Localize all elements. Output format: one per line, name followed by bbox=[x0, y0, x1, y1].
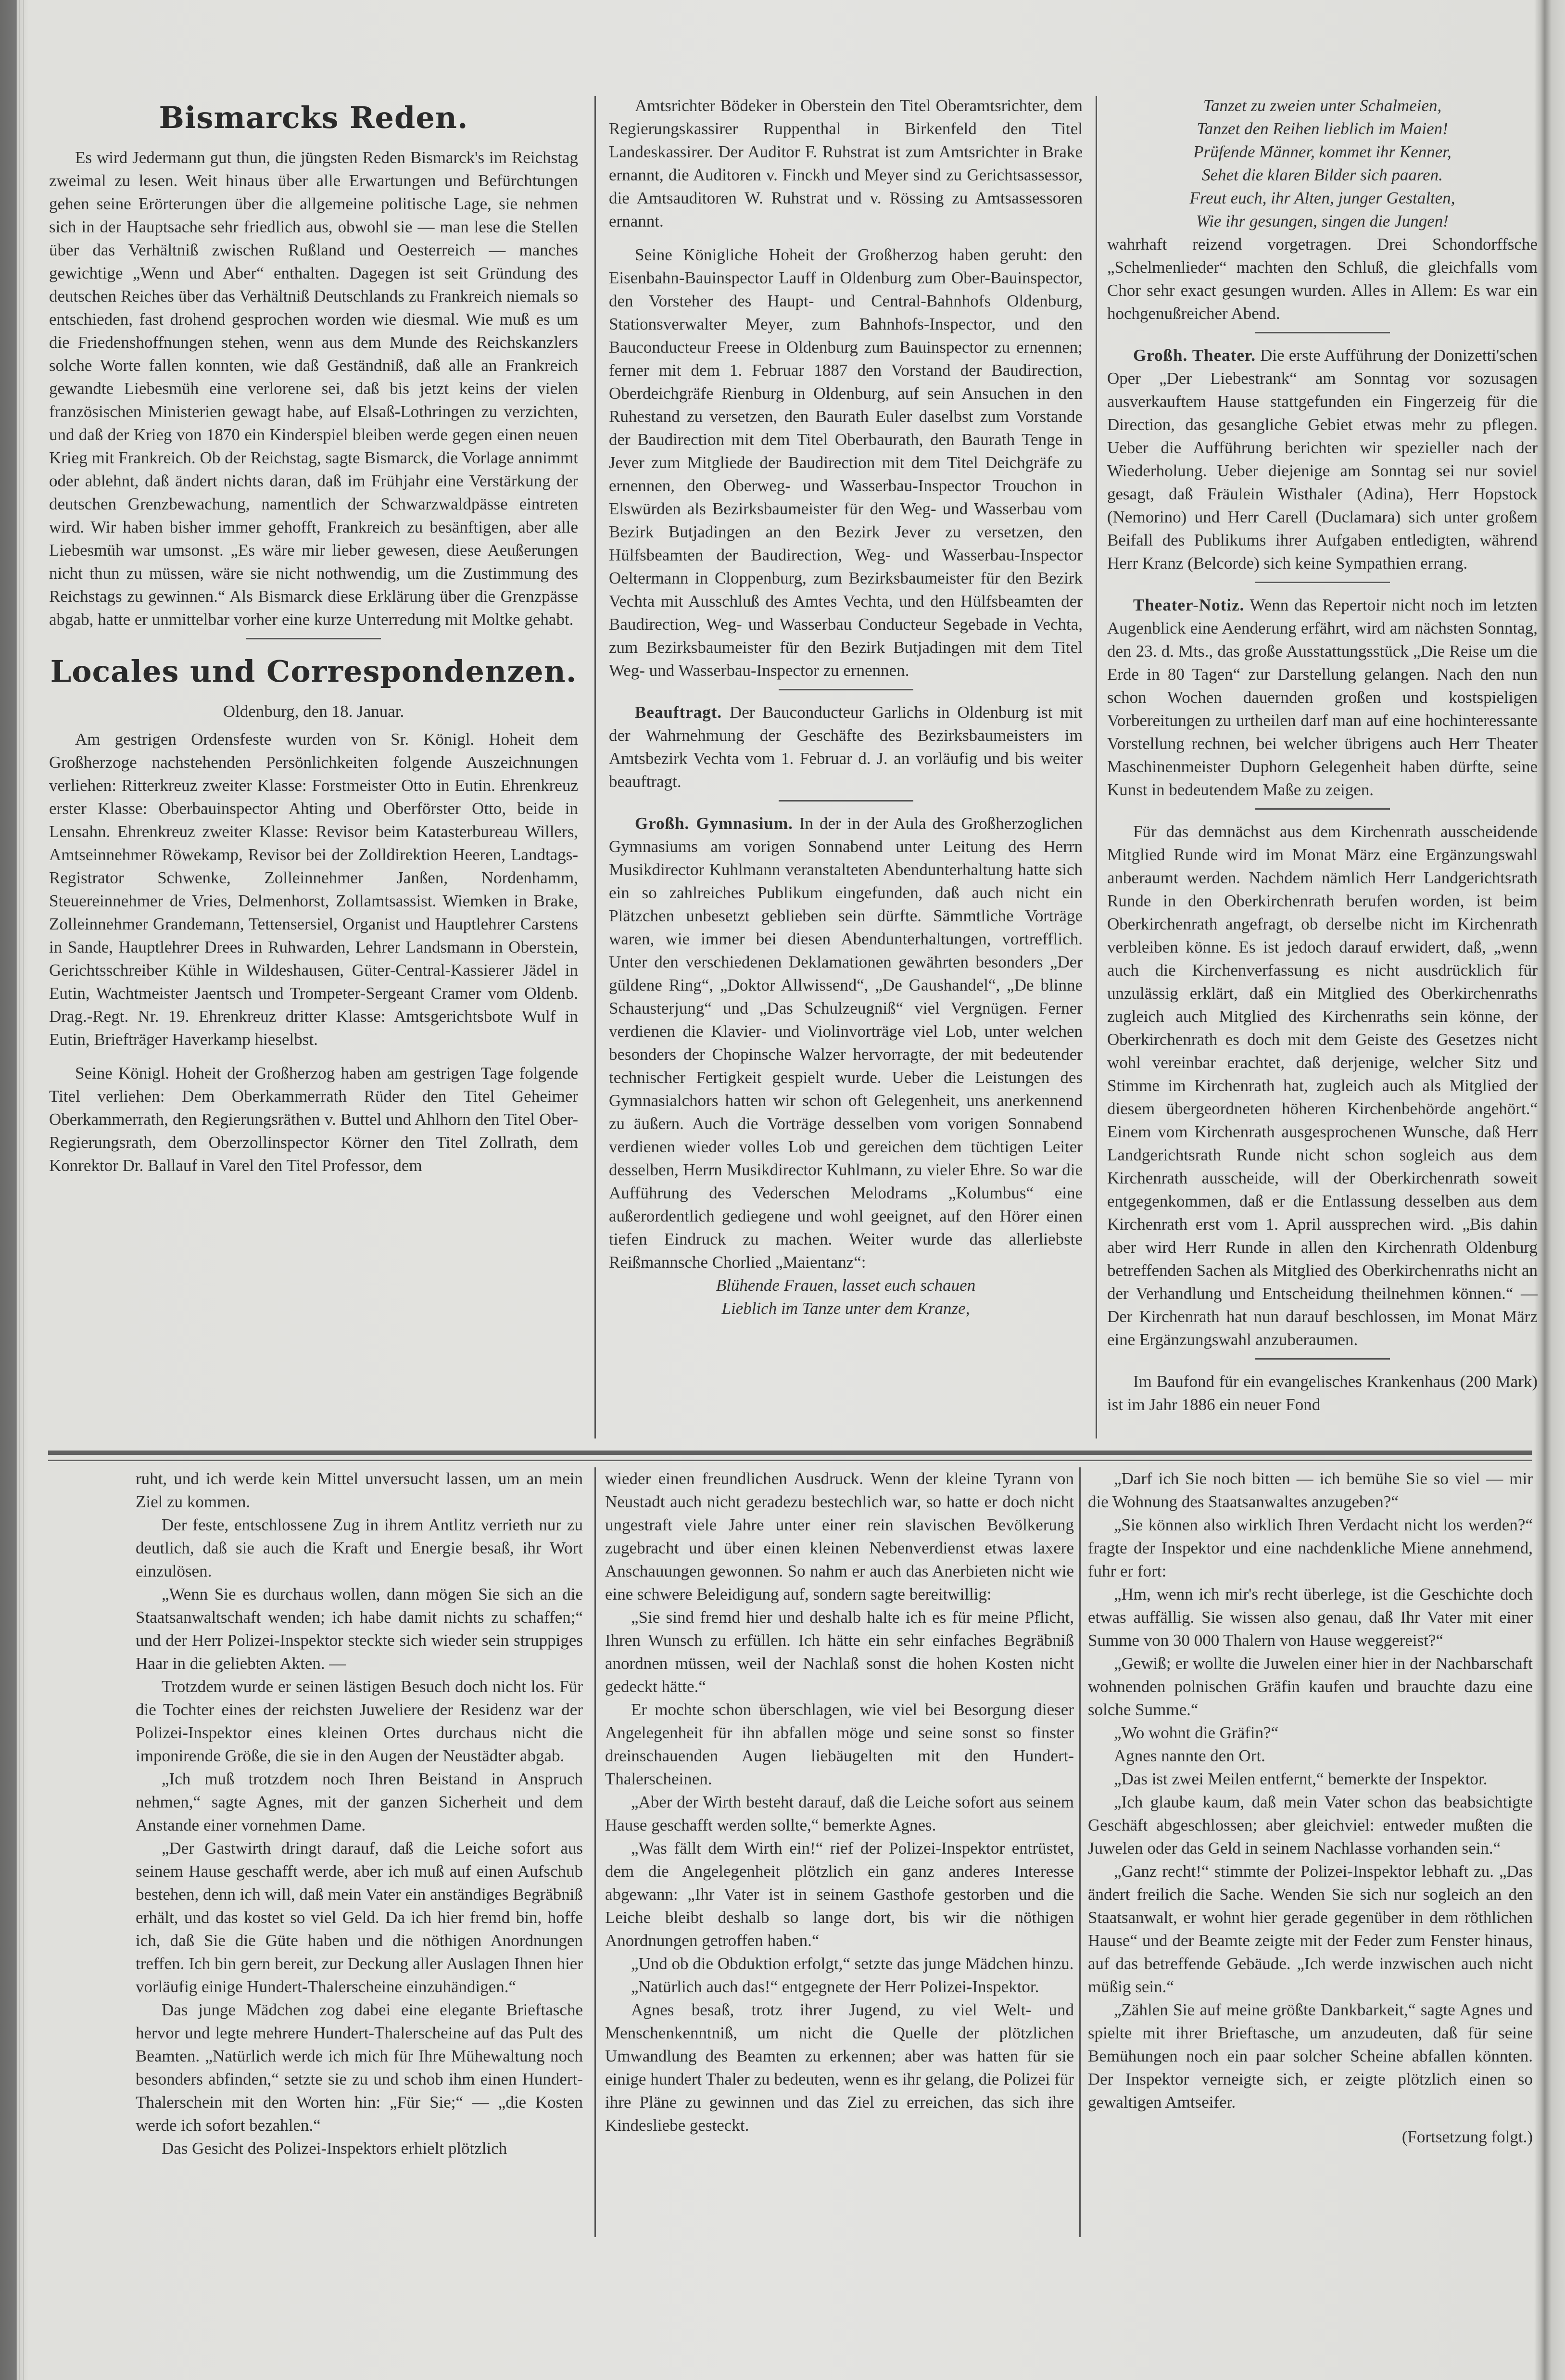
verse-line: Tanzet den Reihen lieblich im Maien! bbox=[1197, 119, 1448, 138]
article-paragraph bbox=[609, 812, 1083, 1274]
top-column-1 bbox=[49, 91, 578, 1177]
column-divider bbox=[1079, 1467, 1081, 2237]
column-divider bbox=[594, 1467, 596, 2237]
top-column-2 bbox=[609, 94, 1083, 1320]
article-paragraph bbox=[1088, 2125, 1533, 2149]
article-paragraph bbox=[1088, 1860, 1533, 1998]
verse-line: Wie ihr gesungen, singen die Jungen! bbox=[1196, 212, 1449, 230]
article-paragraph bbox=[1088, 1768, 1533, 1791]
article-paragraph bbox=[609, 701, 1083, 793]
paragraph-text: Agnes besaß, trotz ihrer Jugend, zu viel Welt- und Menschenkenntniß, um nicht die Quelle der plötzlichen Umwandlung des Beamten zu erkennen; aber was hatten für sie einige hundert Thaler zu bedeuten, wenn es ihr gelang, die Polizei für ihre Pläne zu gewinnen und das Ziel zu erreichen, das sich ihre Kindesliebe gesteckt. bbox=[605, 2000, 1074, 2135]
paragraph-text: „Sie können also wirklich Ihren Verdacht nicht los werden?“ fragte der Inspektor und eine nachdenkliche Miene annehmend, fuhr er fort: bbox=[1088, 1515, 1533, 1580]
article-paragraph bbox=[136, 1998, 583, 2137]
article-lead-heading: Großh. Gymnasium. bbox=[635, 814, 793, 833]
article-lead-heading: Theater-Notiz. bbox=[1133, 596, 1245, 614]
paragraph-text: Amtsrichter Bödeker in Oberstein den Titel Oberamtsrichter, dem Regierungskassirer Ruppenthal in Birkenfeld den Titel Landeskassirer. Der Auditor F. Ruhstrat ist zum Amtsrichter in Brake ernannt, die Auditoren v. Finckh und Meyer sind zu Gerichtsassessor, die Amtsauditoren W. Ruhstrat und v. Rössing zu Amtsassessoren ernannt. bbox=[609, 96, 1083, 230]
article-paragraph bbox=[136, 1837, 583, 1998]
feuilleton-column-2 bbox=[605, 1467, 1074, 2137]
article-paragraph bbox=[1088, 1791, 1533, 1860]
article-paragraph bbox=[49, 146, 578, 631]
article-paragraph bbox=[605, 1791, 1074, 1837]
article-headline: Locales und Correspondenzen. bbox=[50, 654, 577, 689]
paragraph-text: Er mochte schon überschlagen, wie viel bei Besorgung dieser Angelegenheit für ihn abfallen möge und seine sonst so finster dreinschauenden Augen liebäugelten mit den Hundert-Thalerscheinen. bbox=[605, 1700, 1074, 1788]
section-divider bbox=[48, 1451, 1532, 1461]
top-column-3 bbox=[1107, 94, 1538, 1416]
article-headline: Bismarcks Reden. bbox=[159, 100, 468, 135]
verse-line: Freut euch, ihr Alten, junger Gestalten, bbox=[1189, 189, 1455, 207]
article-paragraph bbox=[136, 1467, 583, 1514]
adjacent-page-edge bbox=[1552, 0, 1565, 2380]
paragraph-text: „Der Gastwirth dringt darauf, daß die Leiche sofort aus seinem Hause geschafft werde, aber ich muß auf einen Aufschub bestehen, denn ich will, daß mein Vater ein anständiges Begräbniß erhält, und das kostet so viel Geld. Da ich hier fremd bin, hoffe ich, daß Sie die Güte haben und die nöthigen Anordnungen treffen. Ich bin gern bereit, zur Deckung aller Auslagen Ihnen hier vorläufig einige Hundert-Thalerscheine einzuhändigen.“ bbox=[136, 1839, 583, 1996]
feuilleton-column-1 bbox=[136, 1467, 583, 2160]
article-paragraph bbox=[1088, 1721, 1533, 1744]
paragraph-text: „Wo wohnt die Gräfin?“ bbox=[1114, 1723, 1279, 1742]
article-paragraph bbox=[136, 2137, 583, 2160]
paragraph-text: (Fortsetzung folgt.) bbox=[1401, 2127, 1533, 2146]
paragraph-text: Das Gesicht des Polizei-Inspektors erhielt plötzlich bbox=[162, 2139, 507, 2158]
article-paragraph bbox=[1088, 1998, 1533, 2114]
paragraph-text: „Gewiß; er wollte die Juwelen einer hier in der Nachbarschaft wohnenden polnischen Gräfin kaufen und brauchte dazu eine solche Summe.“ bbox=[1088, 1654, 1533, 1719]
paragraph-text: „Das ist zwei Meilen entfernt,“ bemerkte der Inspektor. bbox=[1114, 1769, 1488, 1788]
article-paragraph bbox=[605, 1952, 1074, 1975]
article-paragraph bbox=[1107, 820, 1538, 1351]
article-paragraph bbox=[136, 1514, 583, 1583]
article-paragraph bbox=[605, 1975, 1074, 1998]
article-separator bbox=[779, 800, 913, 802]
article-separator bbox=[1255, 808, 1390, 810]
article-paragraph bbox=[49, 728, 578, 1051]
article-lead-heading: Beauftragt. bbox=[635, 703, 722, 722]
article-paragraph bbox=[49, 1062, 578, 1177]
article-paragraph bbox=[1088, 1514, 1533, 1583]
column-divider bbox=[594, 96, 596, 1438]
paragraph-text: Am gestrigen Ordensfeste wurden von Sr. Königl. Hoheit dem Großherzoge nachstehenden Persönlichkeiten folgende Auszeichnungen verliehen: Ritterkreuz zweiter Klasse: Forstmeister Otto in Eutin. Ehrenkreuz erster Klasse: Oberbauinspector Ahting und Oberförster Otto, beide in Lensahn. Ehrenkreuz zweiter Klasse: Revisor beim Katasterbureau Willers, Amtseinnehmer Röwekamp, Revisor bei der Zolldirektion Heeren, Landtags-Registrator Schwenke, Zolleinnehmer Janßen, Nordenhamm, Steuereinnehmer de Vries, Delmenhorst, Zollamtsassist. Wiemken in Brake, Zolleinnehmer Grandemann, Tettensersiel, Organist und Hauptlehrer Carstens in Sande, Hauptlehrer Drees in Ruhwarden, Lehrer Landsmann in Oberstein, Gerichtsschreiber Kühle in Wildeshausen, Güter-Central-Kassierer Jädel in Eutin, Wachtmeister Jaentsch und Trompeter-Sergeant Cramer vom Oldenb. Drag.-Regt. Nr. 19. Ehrenkreuz dritter Klasse: Amtsgerichtsbote Wulf in Eutin, Briefträger Haverkamp hieselbst. bbox=[49, 730, 578, 1049]
article-paragraph bbox=[136, 1768, 583, 1837]
verse-line: Blühende Frauen, lasset euch schauen bbox=[716, 1276, 976, 1295]
paragraph-text: „Ganz recht!“ stimmte der Polizei-Inspektor lebhaft zu. „Das ändert freilich die Sache. Wenden Sie sich nur sogleich an den Staatsanwalt, er wohnt hier gerade gegenüber in dem röthlichen Hause“ und der Beamte zeigte mit der Feder zum Fenster hinaus, auf das betreffende Gebäude. „Ich werde inzwischen auch nicht müßig sein.“ bbox=[1088, 1862, 1533, 1996]
paragraph-text: „Ich glaube kaum, daß mein Vater schon das beabsichtigte Geschäft abgeschlossen; aber gleichviel: entweder mußten die Juwelen oder das Geld in seinem Nachlasse vorhanden sein.“ bbox=[1088, 1793, 1533, 1858]
paragraph-text: ruht, und ich werde kein Mittel unversucht lassen, um an mein Ziel zu kommen. bbox=[136, 1469, 583, 1511]
article-paragraph bbox=[605, 1998, 1074, 2137]
paragraph-text: Das junge Mädchen zog dabei eine elegante Brieftasche hervor und legte mehrere Hundert-Thalerscheine auf das Pult des Beamten. „Natürlich werde ich mich für Ihre Mühewaltung noch besonders abfinden,“ setzte sie zu und schob ihm einen Hundert-Thalerschein mit den Worten hin: „Für Sie;“ — „die Kosten werde ich sofort bezahlen.“ bbox=[136, 2000, 583, 2135]
article-paragraph bbox=[605, 1837, 1074, 1952]
verse-line: Prüfende Männer, kommet ihr Kenner, bbox=[1193, 142, 1451, 161]
paragraph-text: Der feste, entschlossene Zug in ihrem Antlitz verrieth nur zu deutlich, daß sie auch die Kraft und Energie besaß, ihr Wort einzulösen. bbox=[136, 1515, 583, 1580]
article-paragraph bbox=[136, 1675, 583, 1768]
article-paragraph bbox=[136, 1583, 583, 1675]
paragraph-text: Seine Königl. Hoheit der Großherzog haben am gestrigen Tage folgende Titel verliehen: Dem Oberkammerrath Rüder den Titel Geheimer Oberkammerrath, den Regierungsräthen v. Buttel und Ahlhorn den Titel Ober-Regierungsrath, dem Oberzollinspector Körner den Titel Zollrath, dem Konrektor Dr. Ballauf in Varel den Titel Professor, dem bbox=[49, 1064, 578, 1175]
paragraph-text: Trotzdem wurde er seinen lästigen Besuch doch nicht los. Für die Tochter eines der reichsten Juweliere der Residenz war der Polizei-Inspektor eines kleinen Ortes durchaus nicht die imponirende Größe, die sie in den Augen der Neustädter abgab. bbox=[136, 1677, 583, 1765]
paragraph-text: Die erste Aufführung der Donizetti'schen Oper „Der Liebestrank“ am Sonntag vor sozusagen ausverkauftem Hause stattgefunden ein Fingerzeig für die Direction, das gesangliche Gebiet etwas mehr zu pflegen. Ueber die Aufführung berichten wir spezieller nach der Wiederholung. Ueber diejenige am Sonntag sei nur soviel gesagt, daß Fräulein Wisthaler (Adina), Herr Hopstock (Nemorino) und Herr Carell (Duclamara) sich unter großem Beifall des Publikums ihrer Aufgaben entledigten, während Herr Kranz (Belcorde) sich keine Sympathien errang. bbox=[1107, 346, 1538, 573]
paragraph-text: Im Baufond für ein evangelisches Krankenhaus (200 Mark) ist im Jahr 1886 ein neuer Fond bbox=[1107, 1372, 1538, 1414]
paragraph-text: „Aber der Wirth besteht darauf, daß die Leiche sofort aus seinem Hause geschafft werden sollte,“ bemerkte Agnes. bbox=[605, 1793, 1074, 1834]
paragraph-text: Seine Königliche Hoheit der Großherzog haben geruht: den Eisenbahn-Bauinspector Lauff in Oldenburg zum Ober-Bauinspector, den Vorsteher des Haupt- und Central-Bahnhofs Oldenburg, Stationsverwalter Meyer, zum Bahnhofs-Inspector, und den Bauconducteur Freese in Oldenburg zum Bauinspector zu ernennen; ferner mit dem 1. Februar 1887 den Vorstand der Baudirection, Oberdeichgräfe Rienburg in Oldenburg, auf sein Ansuchen in den Ruhestand zu versetzen, den Baurath Euler daselbst zum Vorstande der Baudirection mit dem Titel Oberbaurath, den Baurath Tenge in Jever zum Mitgliede der Baudirection mit dem Titel Deichgräfe zu ernennen, den Oberweg- und Wasserbau-Inspector Trouchon in Elswürden als Bezirksbaumeister für den Weg- und Wasserbau vom Bezirk Butjadingen an den Bezirk Jever zu versetzen, den Hülfsbeamten der Baudirection, Weg- und Wasserbau-Inspector Oeltermann in Cloppenburg, zum Bezirksbaumeister für den Bezirk Vechta mit Ausschluß des Amtes Vechta, und den Hülfsbeamten der Baudirection, Weg- und Wasserbau Conducteur Segebade in Vechta, zum Bezirksbaumeister für den Bezirk Butjadingen mit dem Titel Weg- und Wasserbau-Inspector zu ernennen. bbox=[609, 245, 1083, 680]
paragraph-text: „Ich muß trotzdem noch Ihren Beistand in Anspruch nehmen,“ sagte Agnes, mit der ganzen Sicherheit und dem Anstande einer vornehmen Dame. bbox=[136, 1769, 583, 1834]
paragraph-text: „Natürlich auch das!“ entgegnete der Herr Polizei-Inspektor. bbox=[631, 1977, 1039, 1996]
article-paragraph bbox=[1107, 233, 1538, 325]
paragraph-text: „Hm, wenn ich mir's recht überlege, ist die Geschichte doch etwas auffällig. Sie wissen also genau, daß Ihr Vater mit einer Summe von 30 000 Thalern von Hause weggereist?“ bbox=[1088, 1585, 1533, 1650]
article-paragraph bbox=[1088, 1652, 1533, 1721]
article-paragraph bbox=[1088, 1583, 1533, 1652]
article-separator bbox=[779, 689, 913, 690]
paragraph-text: Es wird Jedermann gut thun, die jüngsten Reden Bismarck's im Reichstag zweimal zu lesen. Weit hinaus über alle Erwartungen und Befürchtungen gehen seine Erörterungen über die allgemeine politische Lage, sie nehmen sich in der Hauptsache sehr friedlich aus, obwohl sie — man lese die Stellen über das Verhältniß zwischen Rußland und Oesterreich — manches gewichtige „Wenn und Aber“ enthalten. Dagegen ist seit Gründung des deutschen Reiches über das Verhältniß Deutschlands zu Frankreich niemals so entschieden, fast drohend gesprochen worden wie diesmal. Wie muß es um die Friedenshoffnungen stehen, wenn aus dem Munde des Reichskanzlers solche Worte fallen konnten, wie daß Geständniß, daß alle an Frankreich gewandte Liebesmüh eine verlorene sei, daß bis jetzt keins der vielen französischen Ministerien gewagt habe, auf Elsaß-Lothringen zu verzichten, und daß der Krieg von 1870 ein Kinderspiel bleiben werde gegen einen neuen Krieg mit Frankreich. Ob der Reichstag, sagte Bismarck, die Vorlage annimmt oder ablehnt, daß ändert nichts daran, daß im Frühjahr eine Verstärkung der deutschen Grenzbewachung, namentlich der Schwarzwaldpässe eintreten wird. Wir haben bisher immer gehofft, Frankreich zu besänftigen, aber alle Liebesmüh war umsonst. „Es wäre mir lieber gewesen, diese Aeußerungen nicht thun zu müssen, wäre sie nicht nothwendig, um die Zustimmung des Reichstags zu gewinnen.“ Als Bismarck diese Erklärung über die Grenzpässe abgab, hatte er unmittelbar vorher eine kurze Unterredung mit Moltke gehabt. bbox=[49, 148, 578, 629]
article-separator bbox=[1255, 582, 1390, 583]
paragraph-text: Der Bauconducteur Garlichs in Oldenburg ist mit der Wahrnehmung der Geschäfte des Bezirksbaumeisters im Amtsbezirk Vechta vom 1. Februar d. J. an vorläufig und bis weiter beauftragt. bbox=[609, 703, 1083, 791]
article-separator bbox=[1255, 1358, 1390, 1360]
article-lead-heading: Großh. Theater. bbox=[1133, 346, 1256, 365]
paragraph-text: „Sie sind fremd hier und deshalb halte ich es für meine Pflicht, Ihren Wunsch zu erfüllen. Ich hätte ein sehr einfaches Begräbniß anordnen müssen, weil der Nachlaß sonst die hohen Kosten nicht gedeckt hätte.“ bbox=[605, 1608, 1074, 1696]
dateline: Oldenburg, den 18. Januar. bbox=[223, 702, 404, 721]
paragraph-text: Wenn das Repertoir nicht noch im letzten Augenblick eine Aenderung erfährt, wird am nächsten Sonntag, den 23. d. Mts., das große Ausstattungsstück „Die Reise um die Erde in 80 Tagen“ zur Darstellung gelangen. Nach den nun schon Wochen dauernden großen und kostspieligen Vorbereitungen zu urtheilen darf man auf eine hochinteressante Vorstellung rechnen, bei welcher übrigens auch Herr Theater Maschinenmeister Duphorn Gelegenheit haben dürfte, seine Kunst in bedeutendem Maße zu zeigen. bbox=[1107, 596, 1538, 799]
feuilleton-column-3 bbox=[1088, 1467, 1533, 2149]
paragraph-text: wieder einen freundlichen Ausdruck. Wenn der kleine Tyrann von Neustadt auch nicht geradezu bestechlich war, so hatte er doch nicht ungestraft viele Jahre unter einer rein slavischen Bevölkerung zugebracht und über einen kleinen Nebenverdienst etwas laxere Anschauungen gewonnen. So nahm er auch das Anerbieten nicht wie eine schwere Beleidigung auf, sondern sagte bereitwillig: bbox=[605, 1469, 1074, 1604]
verse-line: Tanzet zu zweien unter Schalmeien, bbox=[1203, 96, 1442, 115]
column-divider bbox=[1096, 96, 1097, 1438]
paragraph-text: „Darf ich Sie noch bitten — ich bemühe Sie so viel — mir die Wohnung des Staatsanwaltes anzugeben?“ bbox=[1088, 1469, 1533, 1511]
paragraph-text: wahrhaft reizend vorgetragen. Drei Schondorffsche „Schelmenlieder“ machten den Schluß, die gleichfalls vom Chor sehr exact gesungen wurden. Alles in Allem: Es war ein hochgenußreicher Abend. bbox=[1107, 235, 1538, 323]
article-separator bbox=[1255, 332, 1390, 333]
article-paragraph bbox=[1107, 344, 1538, 575]
page-edge bbox=[19, 0, 24, 2380]
paragraph-text: „Wenn Sie es durchaus wollen, dann mögen Sie sich an die Staatsanwaltschaft wenden; ich habe damit nichts zu schaffen;“ und der Herr Polizei-Inspektor steckte sich wieder sein struppiges Haar in die geliebten Akten. — bbox=[136, 1585, 583, 1673]
paragraph-text: In der in der Aula des Großherzoglichen Gymnasiums am vorigen Sonnabend unter Leitung des Herrn Musikdirector Kuhlmann veranstalteten Abendunterhaltung hatte sich ein so zahlreiches Publikum eingefunden, daß auch nicht ein Plätzchen unbesetzt geblieben sein dürfte. Sämmtliche Vorträge waren, wie immer bei diesen Abendunterhaltungen, vortrefflich. Unter den verschiedenen Deklamationen gewährten besonders „Der güldene Ring“, „Doktor Allwissend“, „De Gaushandel“, „De blinne Schausterjung“ und „Das Schulzeugniß“ viel Vergnügen. Ferner verdienen die Klavier- und Violinvorträge viel Lob, unter welchen besonders der Chopinsche Walzer hervorragte, der mit bedeutender technischer Fertigkeit gespielt wurde. Ueber die Leistungen des Gymnasialchors hatten wir schon oft Gelegenheit, uns anerkennend zu äußern. Auch die Vorträge desselben vom vorigen Sonnabend verdienen wieder volles Lob und gereichen dem tüchtigen Leiter desselben, Herrn Musikdirector Kuhlmann, zu vieler Ehre. So war die Aufführung des Vederschen Melodrams „Kolumbus“ eine außerordentlich gediegene und wohl geeignet, auf den Hörer einen tiefen Eindruck zu machen. Weiter wurde das allerliebste Reißmannsche Chorlied „Maientanz“: bbox=[609, 814, 1083, 1272]
paragraph-text: Agnes nannte den Ort. bbox=[1114, 1746, 1265, 1765]
article-paragraph bbox=[609, 94, 1083, 233]
paragraph-text: „Und ob die Obduktion erfolgt,“ setzte das junge Mädchen hinzu. bbox=[631, 1954, 1074, 1973]
article-paragraph bbox=[609, 243, 1083, 682]
paragraph-text: Für das demnächst aus dem Kirchenrath ausscheidende Mitglied Runde wird im Monat März eine Ergänzungswahl anberaumt werden. Nachdem nämlich Herr Landgerichtsrath Runde in den Oberkirchenrath berufen worden, ist beim Oberkirchenrath angefragt, ob derselbe nicht im Kirchenrath verbleiben könne. Es ist jedoch darauf erwidert, daß, „wenn auch die Kirchenverfassung es nicht ausdrücklich für unzulässig erklärt, daß ein Mitglied des Oberkirchenraths zugleich auch Mitglied des Kirchenraths sein könne, der Oberkirchenrath es doch mit dem Geiste des Gesetzes nicht wohl vereinbar erachtet, daß derjenige, welcher Sitz und Stimme im Kirchenrath hat, zugleich auch als Mitglied der diesem übergeordneten höheren Kirchenbehörde angehört.“ Einem vom Kirchenrath ausgesprochenen Wunsche, daß Herr Landgerichtsrath Runde nicht schon sogleich aus dem Kirchenrath ausscheide, will der Oberkirchenrath soweit entgegenkommen, daß er die Entlassung desselben aus dem Kirchenrath erst vom 1. April aussprechen wird. „Bis dahin aber wird Herr Runde in allen den Kirchenrath Oldenburg betreffenden Sachen als Mitglied des Oberkirchenraths nicht an der Verhandlung und Entscheidung theilnehmen können.“ — Der Kirchenrath hat nun darauf beschlossen, im Monat März eine Ergänzungswahl anzuberaumen. bbox=[1107, 822, 1538, 1349]
article-paragraph bbox=[1088, 1744, 1533, 1768]
article-paragraph bbox=[1107, 1370, 1538, 1416]
verse-line: Sehet die klaren Bilder sich paaren. bbox=[1202, 165, 1443, 184]
article-paragraph bbox=[605, 1467, 1074, 1606]
article-separator bbox=[246, 638, 381, 639]
article-paragraph bbox=[1088, 1467, 1533, 1514]
article-paragraph bbox=[605, 1606, 1074, 1698]
paragraph-text: „Zählen Sie auf meine größte Dankbarkeit,“ sagte Agnes und spielte mit ihrer Brieftasche, um anzudeuten, daß für seine Bemühungen noch ein paar solcher Scheine abfallen könnten. Der Inspektor verneigte sich, er zeigte plötzlich einen so gewaltigen Amtseifer. bbox=[1088, 2000, 1533, 2112]
verse-line: Lieblich im Tanze unter dem Kranze, bbox=[721, 1299, 970, 1318]
article-paragraph bbox=[1107, 594, 1538, 802]
paragraph-text: „Was fällt dem Wirth ein!“ rief der Polizei-Inspektor entrüstet, dem die Angelegenheit plötzlich ein ganz anderes Interesse abgewann: „Ihr Vater ist in seinem Gasthofe gestorben und die Leiche bleibt deshalb so lange dort, bis wir die nöthigen Anordnungen getroffen haben.“ bbox=[605, 1839, 1074, 1950]
article-paragraph bbox=[605, 1698, 1074, 1791]
